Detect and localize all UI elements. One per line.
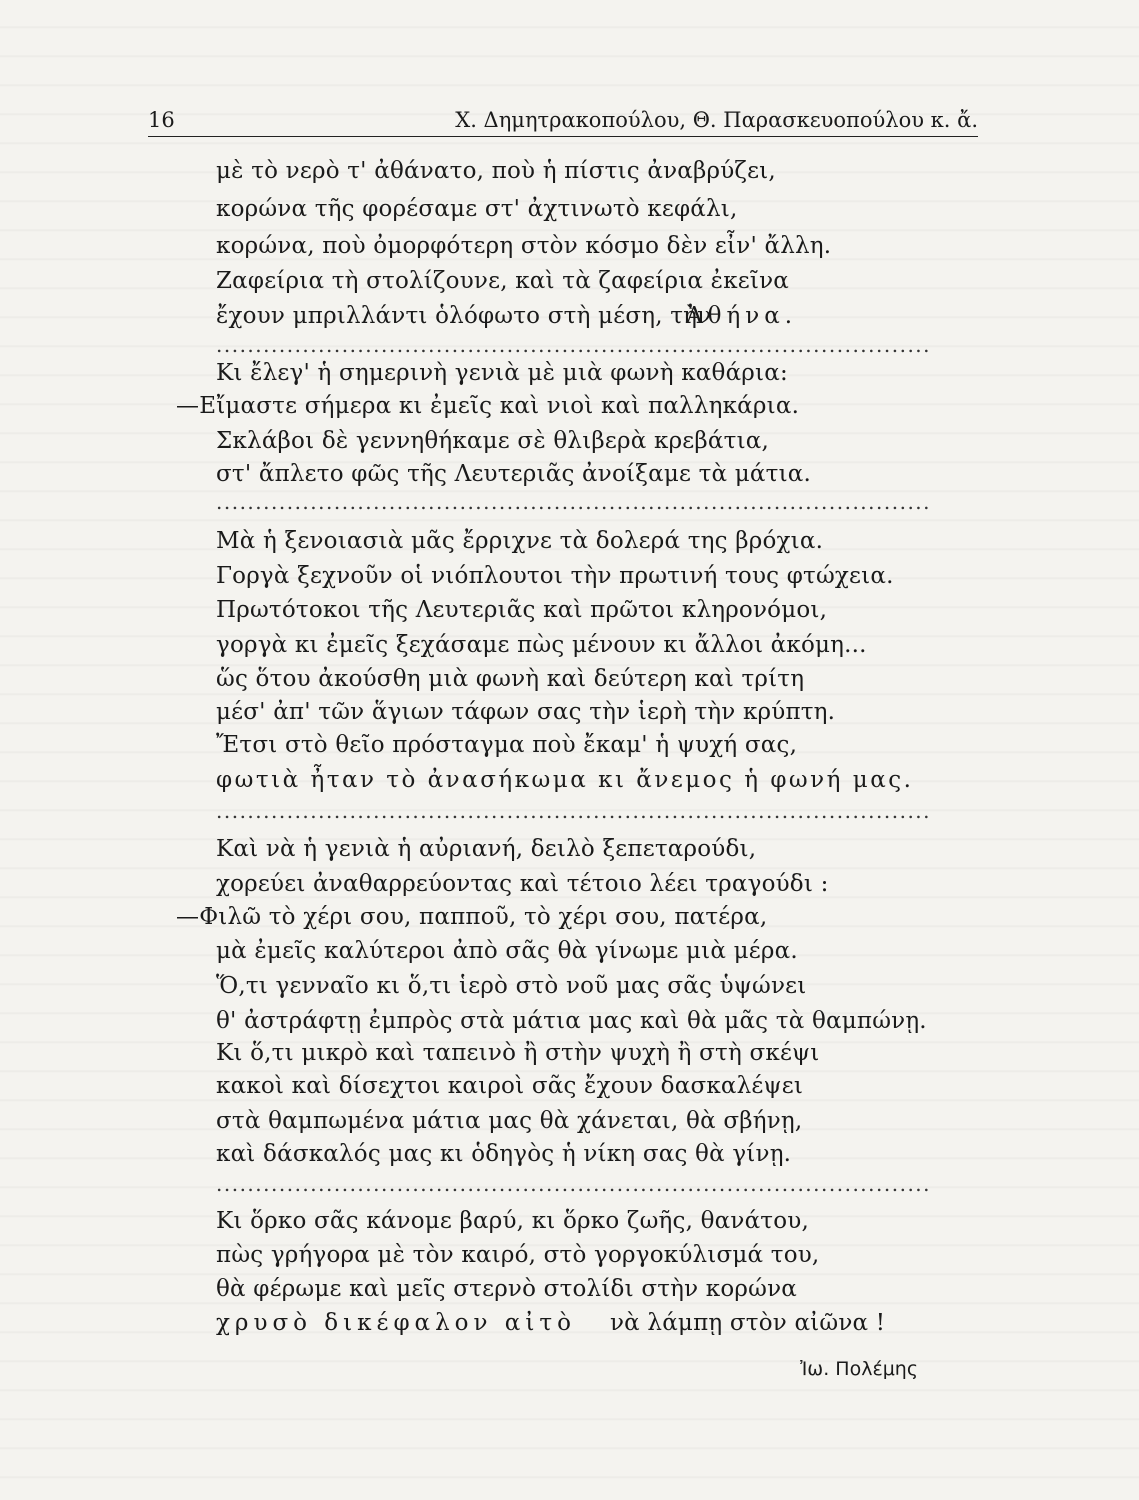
poem-line: μὰ ἐμεῖς καλύτεροι ἀπὸ σᾶς θὰ γίνωμε μιὰ μέρα.	[216, 938, 798, 964]
header-rule	[148, 136, 978, 137]
poem-line: φωτιὰ ἦταν τὸ ἀνασήκωμα κι ἄνεμος ἡ φωνή μας.	[216, 767, 914, 793]
poem-line: ἔχουν μπριλλάντι ὁλόφωτο στὴ μέση, τὴν	[216, 303, 712, 329]
ellipsis-separator: ...........................................................................................	[216, 1172, 932, 1196]
poem-line: Σκλάβοι δὲ γεννηθήκαμε σὲ θλιβερὰ κρεβάτια,	[216, 428, 770, 454]
poem-line: γοργὰ κι ἐμεῖς ξεχάσαμε πὼς μένουν κι ἄλλοι ἀκόμη...	[216, 632, 867, 658]
poem-line: Καὶ νὰ ἡ γενιὰ ἡ αὐριανή, δειλὸ ξεπεταρούδι,	[216, 836, 757, 862]
poem-line: μέσ' ἀπ' τῶν ἅγιων τάφων σας τὴν ἱερὴ τὴν κρύπτη.	[216, 699, 836, 725]
poem-line: Μὰ ἡ ξενοιασιὰ μᾶς ἔρριχνε τὰ δολερά της βρόχια.	[216, 528, 824, 554]
poem-line: Ζαφείρια τὴ στολίζουνε, καὶ τὰ ζαφείρια ἐκεῖνα	[216, 268, 790, 294]
ellipsis-separator: ...........................................................................................	[216, 490, 932, 514]
poem-line: καὶ δάσκαλός μας κι ὁδηγὸς ἡ νίκη σας θὰ γίνῃ.	[216, 1141, 792, 1167]
poem-line: μὲ τὸ νερὸ τ' ἀθάνατο, ποὺ ἡ πίστις ἀναβρύζει,	[216, 158, 776, 184]
ellipsis-separator: ...........................................................................................	[216, 333, 932, 357]
page-number: 16	[148, 108, 175, 132]
running-head: Χ. Δημητρακοπούλου, Θ. Παρασκευοπούλου κ. ἄ.	[455, 108, 978, 132]
poem-line-spaced: Ἀθήνα.	[686, 303, 798, 329]
poem-line: —Εἴμαστε σήμερα κι ἐμεῖς καὶ νιοὶ καὶ παλληκάρια.	[176, 393, 800, 419]
poem-line: ὥς ὅτου ἀκούσθη μιὰ φωνὴ καὶ δεύτερη καὶ τρίτη	[216, 666, 805, 692]
poem-line: Πρωτότοκοι τῆς Λευτεριᾶς καὶ πρῶτοι κληρονόμοι,	[216, 597, 828, 623]
ellipsis-separator: ...........................................................................................	[216, 799, 932, 823]
poem-line: πὼς γρήγορα μὲ τὸν καιρό, στὸ γοργοκύλισμά του,	[216, 1242, 820, 1268]
poem-line: θ' ἀστράφτῃ ἐμπρὸς στὰ μάτια μας καὶ θὰ μᾶς τὰ θαμπώνῃ.	[216, 1008, 927, 1034]
poem-line: Γοργὰ ξεχνοῦν οἱ νιόπλουτοι τὴν πρωτινή τους φτώχεια.	[216, 563, 894, 589]
poem-line: κορώνα, ποὺ ὀμορφότερη στὸν κόσμο δὲν εἶν' ἄλλη.	[216, 233, 832, 259]
poem-line: χορεύει ἀναθαρρεύοντας καὶ τέτοιο λέει τραγούδι :	[216, 871, 829, 897]
poem-line: στ' ἄπλετο φῶς τῆς Λευτεριᾶς ἀνοίξαμε τὰ μάτια.	[216, 461, 812, 487]
poem-line: —Φιλῶ τὸ χέρι σου, παπποῦ, τὸ χέρι σου, πατέρα,	[176, 904, 768, 930]
poem-line: Ἔτσι στὸ θεῖο πρόσταγμα ποὺ ἔκαμ' ἡ ψυχή σας,	[216, 732, 798, 758]
poem-line: κακοὶ καὶ δίσεχτοι καιροὶ σᾶς ἔχουν δασκαλέψει	[216, 1073, 804, 1099]
poem-line: νὰ λάμπῃ στὸν αἰῶνα !	[610, 1310, 886, 1336]
poem-line: στὰ θαμπωμένα μάτια μας θὰ χάνεται, θὰ σβήνῃ,	[216, 1108, 803, 1134]
poem-line: Κι ὅ,τι μικρὸ καὶ ταπεινὸ ἢ στὴν ψυχὴ ἢ στὴ σκέψι	[216, 1040, 820, 1066]
poem-line: Ὅ,τι γενναῖο κι ὅ,τι ἱερὸ στὸ νοῦ μας σᾶς ὑψώνει	[216, 973, 807, 999]
author-signature: Ἰω. Πολέμης	[800, 1358, 918, 1380]
poem-line: κορώνα τῆς φορέσαμε στ' ἀχτινωτὸ κεφάλι,	[216, 196, 738, 222]
poem-line: Κι ὅρκο σᾶς κάνομε βαρύ, κι ὅρκο ζωῆς, θανάτου,	[216, 1208, 809, 1234]
poem-line: θὰ φέρωμε καὶ μεῖς στερνὸ στολίδι στὴν κορώνα	[216, 1276, 798, 1302]
poem-line: Κι ἔλεγ' ἡ σημερινὴ γενιὰ μὲ μιὰ φωνὴ καθάρια:	[216, 360, 788, 386]
poem-line-spaced: χρυσὸ δικέφαλον αἰτὸ	[216, 1310, 576, 1336]
